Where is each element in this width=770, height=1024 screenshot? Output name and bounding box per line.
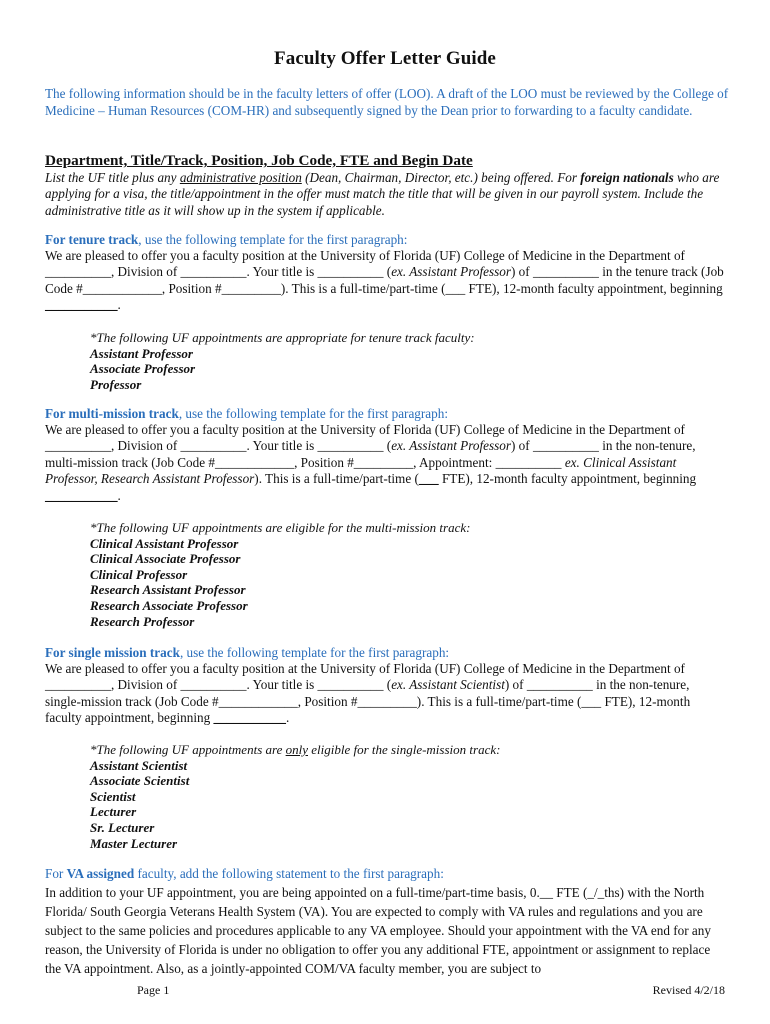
- single-template: [45, 661, 725, 727]
- single-text-3: .: [286, 710, 290, 726]
- list-item: Master Lecturer: [90, 835, 178, 851]
- single-label: [45, 645, 725, 661]
- tenure-template: [45, 248, 725, 314]
- va-label: [45, 866, 725, 882]
- va-label-a: For: [45, 866, 67, 881]
- single-label-bold: For single mission track: [45, 645, 180, 660]
- guidance-text-3: who are applying for a visa, the title/appointment in the offer must match the title that will be given in our payroll system. Include the administrative title as it will show up in the system if applicable.: [45, 170, 720, 218]
- multi-example-1: ex. Assistant Professor: [391, 438, 511, 454]
- multi-template: [45, 422, 725, 504]
- single-appointments: [90, 742, 690, 851]
- guidance-text-1: List the UF title plus any: [45, 170, 180, 185]
- multi-text-3: ). This is a full-time/part-time (: [254, 471, 419, 487]
- page-number: Page 1: [137, 983, 170, 997]
- single-text-2: ) of __________ in the non-tenure, single-mission track (Job Code #____________, Position #_________). This is a full-time/part-time (___ FTE), 12-month faculty appointment, beginning: [45, 677, 691, 726]
- single-note-underline: only: [285, 742, 308, 757]
- tenure-label: [45, 232, 725, 248]
- list-item: Research Professor: [90, 613, 195, 629]
- guidance-paragraph: [45, 170, 725, 219]
- guidance-underline: administrative position: [179, 170, 302, 185]
- multi-blank: ___________: [45, 487, 118, 503]
- multi-example-2: ex. Clinical Assistant Professor, Research Assistant Professor: [45, 454, 677, 487]
- tenure-label-rest: , use the following template for the first paragraph:: [138, 232, 408, 247]
- list-item: Clinical Assistant Professor: [90, 535, 239, 551]
- multi-text-1: We are pleased to offer you a faculty position at the University of Florida (UF) College of Medicine in the Department of __________, Division of __________. Your title is __________ (: [45, 422, 685, 454]
- list-item: Associate Professor: [90, 361, 196, 377]
- intro-paragraph: The following information should be in the faculty letters of offer (LOO). A draft of the LOO must be reviewed by the College of Medicine – Human Resources (COM-HR) and subsequently signed by the Dean prior to forwarding to a faculty candidate.: [45, 86, 729, 118]
- single-note: [90, 742, 690, 758]
- list-item: Professor: [90, 376, 142, 392]
- single-example: ex. Assistant Scientist: [391, 677, 505, 693]
- multi-text-5: .: [117, 487, 121, 503]
- guidance-text-2: (Dean, Chairman, Director, etc.) being offered. For: [301, 170, 581, 185]
- single-text-1: We are pleased to offer you a faculty position at the University of Florida (UF) College of Medicine in the Department of __________, Division of __________. Your title is __________ (: [45, 661, 685, 693]
- single-blank: ___________: [213, 710, 287, 726]
- multi-text-4: FTE), 12-month faculty appointment, beginning: [438, 471, 697, 487]
- multi-note: *The following UF appointments are eligible for the multi-mission track:: [90, 520, 471, 535]
- multi-label: [45, 406, 725, 422]
- multi-text-2: ) of __________ in the non-tenure, multi-mission track (Job Code #____________, Position #_________, Appointment: __________: [45, 438, 696, 470]
- tenure-example: ex. Assistant Professor: [391, 264, 511, 280]
- tenure-label-bold: For tenure track: [45, 232, 139, 247]
- page-title: Faculty Offer Letter Guide: [274, 48, 496, 69]
- va-label-bold: VA assigned: [66, 866, 135, 881]
- single-note-a: *The following UF appointments are: [90, 742, 286, 757]
- list-item: Sr. Lecturer: [90, 819, 155, 835]
- revision-date: Revised 4/2/18: [652, 983, 725, 997]
- tenure-note: *The following UF appointments are appropriate for tenure track faculty:: [90, 330, 475, 345]
- list-item: Research Assistant Professor: [90, 582, 246, 598]
- list-item: Assistant Professor: [90, 345, 193, 361]
- tenure-text-1: We are pleased to offer you a faculty position at the University of Florida (UF) College of Medicine in the Department of __________, Division of __________. Your title is __________ (: [45, 248, 685, 280]
- list-item: Clinical Associate Professor: [90, 551, 241, 567]
- multi-fte-blank: ___: [418, 471, 439, 487]
- single-label-rest: , use the following template for the first paragraph:: [179, 645, 450, 660]
- multi-appointments: [90, 520, 690, 629]
- tenure-appointments: [90, 330, 690, 392]
- list-item: Scientist: [90, 788, 136, 804]
- va-statement: In addition to your UF appointment, you are being appointed on a full-time/part-time basis, 0.__ FTE (_/_ths) with the North Florida/ South Georgia Veterans Health System (VA). You are expected to comply with VA rules and regulations and you are subject to the same policies and procedures applicable to any VA employee. Should your appointment with the VA end for any reason, the University of Florida is under no obligation to offer you any additional FTE, appointment or assignment to replace the VA appointment. Also, as a jointly-appointed COM/VA faculty member, you are subject to: [45, 885, 711, 976]
- list-item: Associate Scientist: [90, 773, 190, 789]
- list-item: Clinical Professor: [90, 566, 188, 582]
- va-label-c: faculty, add the following statement to the first paragraph:: [134, 866, 444, 881]
- tenure-text-2: ) of __________ in the tenure track (Job Code #____________, Position #_________). This is a full-time/part-time (___ FTE), 12-month faculty appointment, beginning: [45, 264, 724, 296]
- section-heading: Department, Title/Track, Position, Job Code, FTE and Begin Date: [45, 152, 473, 169]
- multi-label-bold: For multi-mission track: [45, 406, 179, 421]
- list-item: Lecturer: [90, 804, 137, 820]
- tenure-text-3: .: [117, 297, 121, 313]
- list-item: Assistant Scientist: [90, 757, 188, 773]
- single-note-b: eligible for the single-mission track:: [308, 742, 501, 757]
- multi-label-rest: , use the following template for the first paragraph:: [178, 406, 448, 421]
- tenure-blank: ___________: [45, 297, 118, 313]
- list-item: Research Associate Professor: [90, 597, 248, 613]
- guidance-bold: foreign nationals: [580, 170, 674, 185]
